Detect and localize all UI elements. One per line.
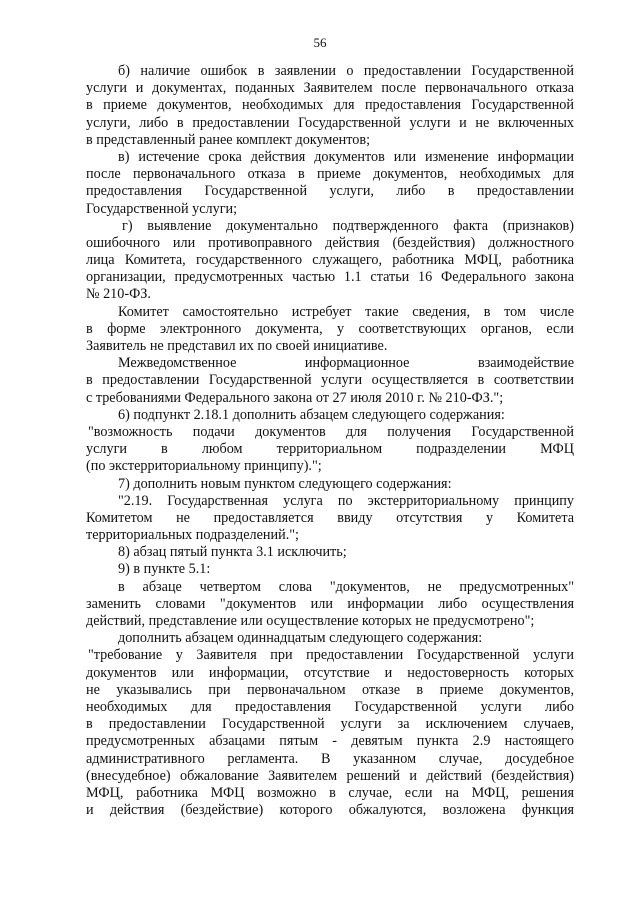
text-line: документов или информации, отсутствие и недостоверность которых <box>86 664 574 681</box>
text-line: в предоставлении Государственной услуги осуществляется в соответствии <box>86 372 574 389</box>
text-line: дополнить абзацем одиннадцатым следующего содержания: <box>118 630 483 647</box>
text-line: б) наличие ошибок в заявлении о предоставлении Государственной <box>118 63 574 79</box>
text-line: и действия (бездействие) которого обжалуются, возложена функция <box>86 802 574 819</box>
text-line: "возможность подачи документов для получения Государственной <box>88 423 574 440</box>
text-line: (внесудебное) обжалование Заявителем решений и действий (бездействия) <box>86 767 574 784</box>
text-line: 8) абзац пятый пункта 3.1 исключить; <box>118 544 347 561</box>
text-line: 7) дополнить новым пунктом следующего содержания: <box>118 475 452 492</box>
text-line: в предоставлении Государственной услуги за исключением случаев, <box>86 716 574 733</box>
text-line: № 210-ФЗ. <box>86 286 151 303</box>
text-line: услуги, либо в предоставлении Государственной услуги и не включенных <box>86 114 574 131</box>
text-line: (по экстерриториальному принципу)."; <box>86 458 322 475</box>
text-line: "2.19. Государственная услуга по экстерриториальному принципу <box>118 492 574 509</box>
text-line: организации, предусмотренных частью 1.1 статьи 16 Федерального закона <box>86 269 574 286</box>
text-line: Заявитель не представил их по своей инициативе. <box>86 338 388 354</box>
text-line: административного регламента. В указанном случае, досудебное <box>86 750 574 767</box>
text-line: лица Комитета, государственного служащего, работника МФЦ, работника <box>86 252 574 269</box>
text-line: территориальных подразделений."; <box>86 527 299 544</box>
text-line: г) выявление документально подтвержденного факта (признаков) <box>122 217 574 234</box>
text-line: не указывались при первоначальном отказе в приеме документов, <box>86 681 574 698</box>
text-line: в абзаце четвертом слова "документов, не предусмотренных" <box>118 578 574 595</box>
text-line: предоставления Государственной услуги, либо в предоставлении <box>86 183 574 200</box>
text-line: в форме электронного документа, у соответствующих органов, если <box>86 320 574 337</box>
text-line: после первоначального отказа в приеме документов, необходимых для <box>86 166 574 183</box>
text-line: МФЦ, работника МФЦ возможно в случае, если на МФЦ, решения <box>86 784 574 801</box>
text-line: в) истечение срока действия документов или изменение информации <box>118 148 574 165</box>
text-line: 9) в пункте 5.1: <box>118 561 211 578</box>
text-line: необходимых для предоставления Государственной услуги либо <box>86 698 574 715</box>
text-line: Межведомственное информационное взаимодействие <box>118 355 574 372</box>
text-line: ошибочного или противоправного действия (бездействия) должностного <box>86 234 574 251</box>
text-line: в представленный ранее комплект документов; <box>86 131 371 148</box>
page-number: 56 <box>313 35 327 50</box>
text-line: с требованиями Федерального закона от 27 июля 2010 г. № 210-ФЗ."; <box>86 389 504 406</box>
text-line: Комитет самостоятельно истребует такие сведения, в том числе <box>118 303 574 320</box>
text-line: предусмотренных абзацами пятым - девятым пункта 2.9 настоящего <box>86 733 574 750</box>
text-line: "требование у Заявителя при предоставлении Государственной услуги <box>88 647 574 664</box>
text-line: 6) подпункт 2.18.1 дополнить абзацем следующего содержания: <box>118 406 505 423</box>
text-line: заменить словами "документов или информации либо осуществления <box>86 595 574 612</box>
text-line: Комитетом не предоставляется ввиду отсутствия у Комитета <box>86 509 574 526</box>
text-line: услуги в любом территориальном подразделении МФЦ <box>86 441 574 458</box>
document-body <box>86 63 574 819</box>
text-line: Государственной услуги; <box>86 200 238 217</box>
text-line: действий, представление или осуществление которых не предусмотрено"; <box>86 613 535 629</box>
text-line: в приеме документов, необходимых для предоставления Государственной <box>86 97 574 114</box>
text-line: услуги и документах, поданных Заявителем после первоначального отказа <box>86 80 574 97</box>
